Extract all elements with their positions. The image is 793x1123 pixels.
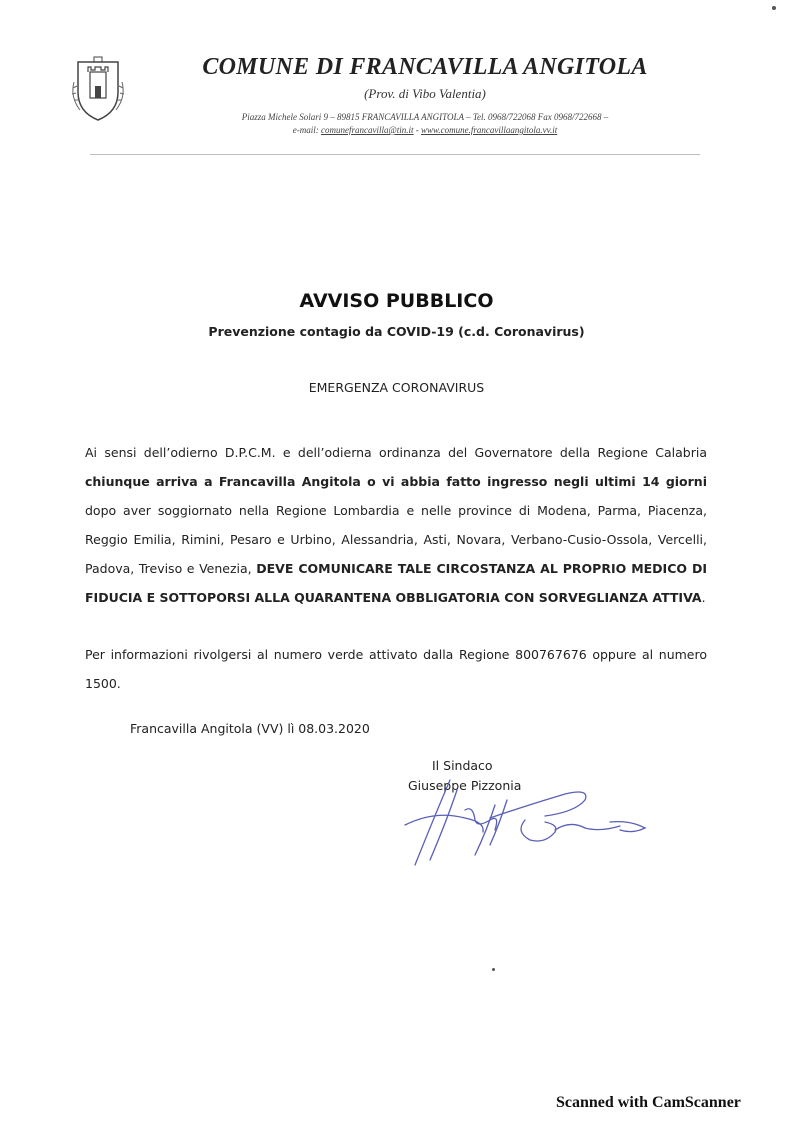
contact-line xyxy=(150,125,700,135)
website-link[interactable]: www.comune.francavillaangitola.vv.it xyxy=(421,125,558,135)
p1-subject: chiunque arriva a Francavilla Angitola o vi abbia fatto ingresso negli ultimi 14 giorni xyxy=(85,474,707,489)
handwritten-signature xyxy=(395,770,655,870)
signer-name: Giuseppe Pizzonia xyxy=(408,778,522,793)
notice-heading: AVVISO PUBBLICO xyxy=(299,290,494,312)
email-label: e-mail: xyxy=(292,125,322,135)
address-line: Piazza Michele Solari 9 – 89815 FRANCAVILLA ANGITOLA – Tel. 0968/722068 Fax 0968/722668 – xyxy=(241,112,609,122)
body-paragraph-2: Per informazioni rivolgersi al numero verde attivato dalla Regione 800767676 oppure al numero 1500. xyxy=(85,647,707,691)
signer-role: Il Sindaco xyxy=(432,758,493,773)
municipality-title: COMUNE DI FRANCAVILLA ANGITOLA xyxy=(202,54,648,80)
letterhead-divider xyxy=(90,154,700,155)
notice-category: EMERGENZA CORONAVIRUS xyxy=(308,380,485,395)
municipal-crest-icon xyxy=(68,52,128,124)
email-link[interactable]: comunefrancavilla@tin.it xyxy=(321,125,414,135)
contact-separator: - xyxy=(413,125,422,135)
p1-intro: Ai sensi dell’odierno D.P.C.M. e dell’odierna ordinanza del Governatore della Regione Calabria xyxy=(85,445,707,460)
scan-speck xyxy=(492,968,495,971)
p1-obligation: DEVE COMUNICARE TALE CIRCOSTANZA AL PROPRIO MEDICO DI FIDUCIA E SOTTOPORSI ALLA QUARANTENA OBBLIGATORIA CON SORVEGLIANZA ATTIVA xyxy=(85,561,707,605)
province-subtitle: (Prov. di Vibo Valentia) xyxy=(364,86,486,101)
scanner-watermark: Scanned with CamScanner xyxy=(556,1094,741,1111)
place-date: Francavilla Angitola (VV) lì 08.03.2020 xyxy=(130,721,370,736)
notice-subheading: Prevenzione contagio da COVID-19 (c.d. Coronavirus) xyxy=(208,324,585,339)
scan-speck xyxy=(772,6,776,10)
p1-regions: dopo aver soggiornato nella Regione Lombardia e nelle province di Modena, Parma, Piacenza, Reggio Emilia, Rimini, Pesaro e Urbino, Alessandria, Asti, Novara, Verbano-Cusio-Ossola, Vercelli, Padova, Treviso e Venezia, xyxy=(85,503,707,576)
p1-end: . xyxy=(701,590,706,605)
body-paragraph-1 xyxy=(85,438,707,612)
